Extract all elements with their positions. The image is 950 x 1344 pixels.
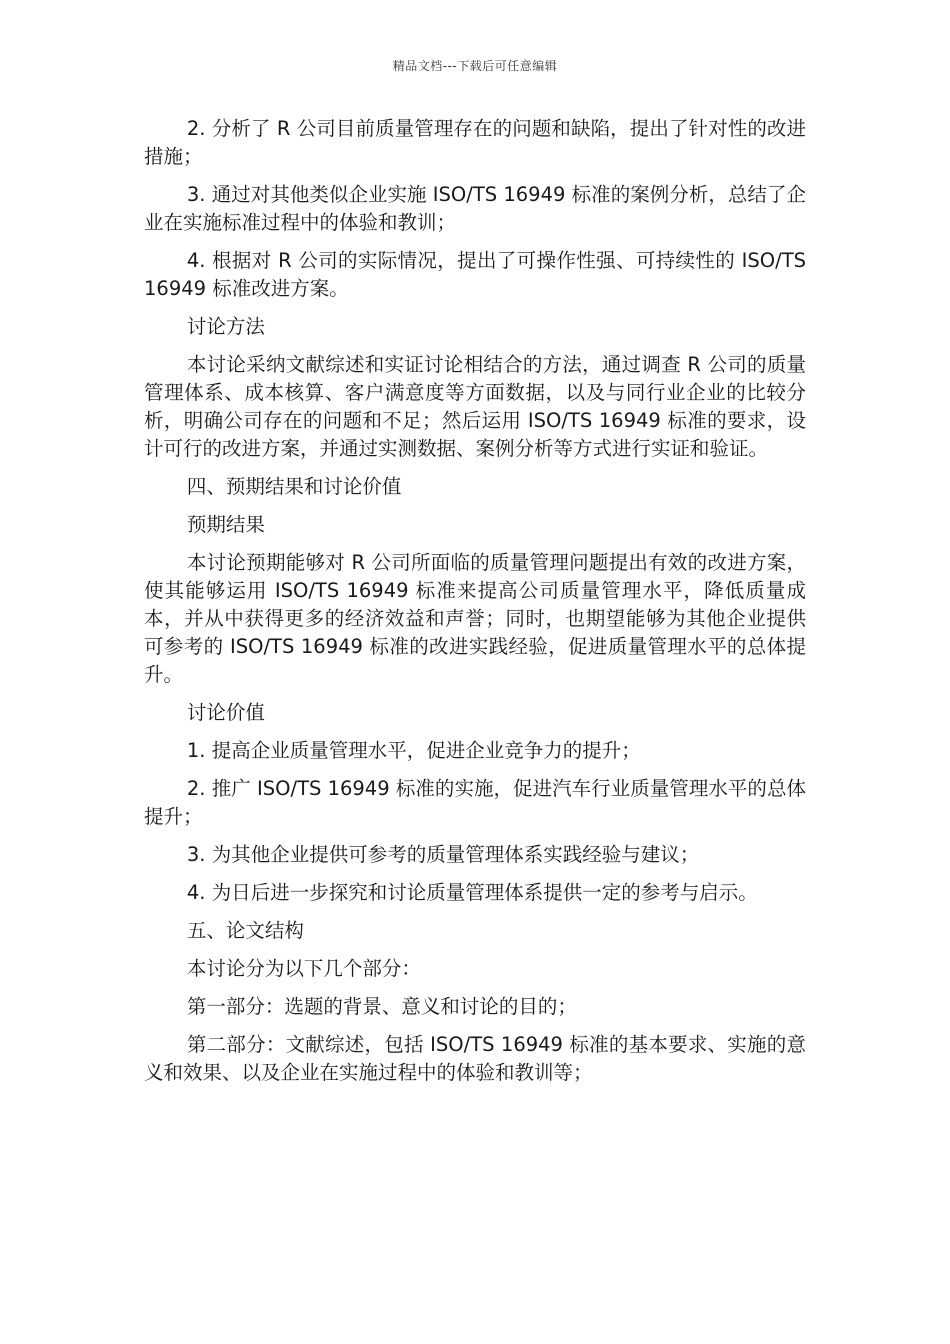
section-heading-four: 四、预期结果和讨论价值 bbox=[186, 475, 402, 498]
value-item-2: 2. 推广 ISO/TS 16949 标准的实施，促进汽车行业质量管理水平的总体提升； bbox=[144, 777, 806, 828]
expected-results-paragraph: 本讨论预期能够对 R 公司所面临的质量管理问题提出有效的改进方案，使其能够运用 ISO/TS 16949 标准来提高公司质量管理水平，降低质量成本，并从中获得更多的经济效益和声誉；同时，也期望能够为其他企业提供可参考的 ISO/TS 16949 标准的改进实践经验，促进质量管理水平的总体提升。 bbox=[144, 551, 806, 686]
structure-intro: 本讨论分为以下几个部分： bbox=[186, 957, 421, 980]
document-body bbox=[144, 115, 806, 1097]
subheading-expected-results: 预期结果 bbox=[186, 513, 265, 536]
method-paragraph: 本讨论采纳文献综述和实证讨论相结合的方法，通过调查 R 公司的质量管理体系、成本核算、客户满意度等方面数据，以及与同行业企业的比较分析，明确公司存在的问题和不足；然后运用 ISO/TS 16949 标准的要求，设计可行的改进方案，并通过实测数据、案例分析等方式进行实证和验证。 bbox=[144, 353, 806, 460]
list-item-4: 4. 根据对 R 公司的实际情况，提出了可操作性强、可持续性的 ISO/TS 16949 标准改进方案。 bbox=[144, 249, 806, 300]
section-heading-five: 五、论文结构 bbox=[186, 919, 304, 942]
list-item-2: 2. 分析了 R 公司目前质量管理存在的问题和缺陷，提出了针对性的改进措施； bbox=[144, 117, 806, 168]
page-header: 精品文档---下载后可任意编辑 bbox=[392, 59, 558, 73]
value-item-3: 3. 为其他企业提供可参考的质量管理体系实践经验与建议； bbox=[186, 843, 700, 866]
structure-part-1: 第一部分：选题的背景、意义和讨论的目的； bbox=[186, 995, 577, 1018]
section-heading-method: 讨论方法 bbox=[186, 315, 265, 338]
value-item-4: 4. 为日后进一步探究和讨论质量管理体系提供一定的参考与启示。 bbox=[186, 881, 758, 904]
value-item-1: 1. 提高企业质量管理水平，促进企业竞争力的提升； bbox=[186, 739, 641, 762]
structure-part-2: 第二部分：文献综述，包括 ISO/TS 16949 标准的基本要求、实施的意义和效果、以及企业在实施过程中的体验和教训等； bbox=[144, 1033, 806, 1084]
subheading-value: 讨论价值 bbox=[186, 701, 265, 724]
list-item-3: 3. 通过对其他类似企业实施 ISO/TS 16949 标准的案例分析，总结了企业在实施标准过程中的体验和教训； bbox=[144, 183, 806, 234]
